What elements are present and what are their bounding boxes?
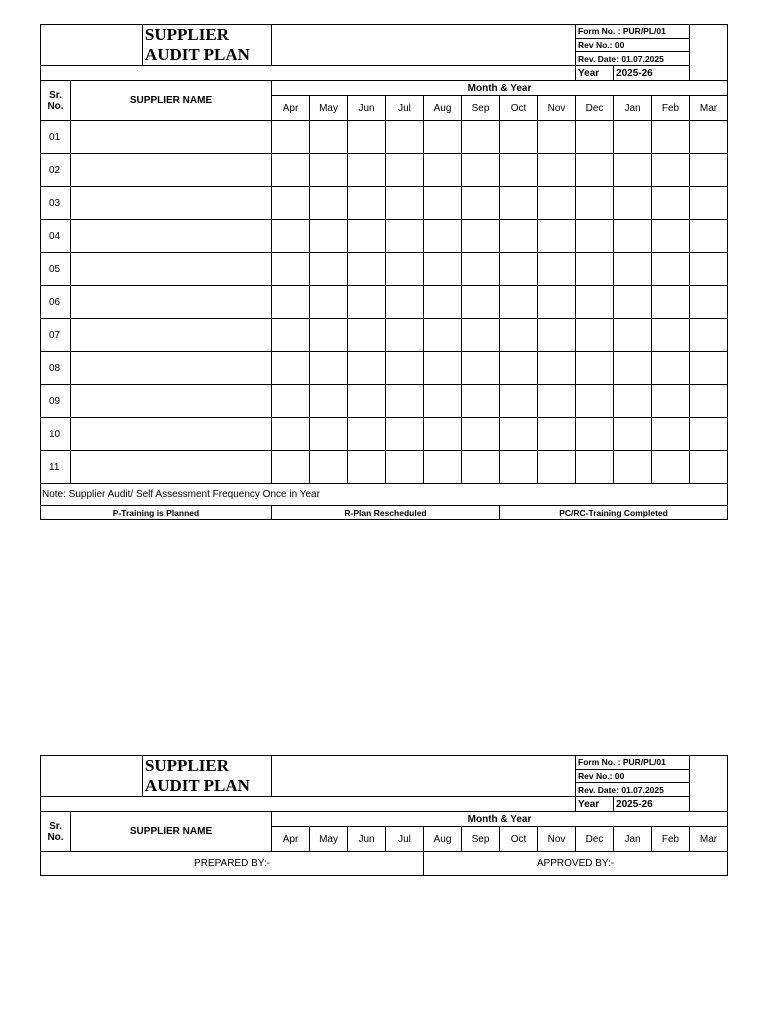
plan-cell-sep[interactable] bbox=[462, 319, 500, 352]
month-dec: Dec bbox=[576, 96, 614, 121]
month-mar: Mar bbox=[690, 827, 728, 852]
plan-cell-nov[interactable] bbox=[538, 187, 576, 220]
rev-date: Rev. Date: 01.07.2025 bbox=[576, 783, 690, 797]
month-feb: Feb bbox=[652, 96, 690, 121]
table-row bbox=[41, 154, 728, 187]
supplier-name-header: SUPPLIER NAME bbox=[71, 812, 272, 852]
plan-cell-feb[interactable] bbox=[652, 418, 690, 451]
legend-completed: PC/RC-Training Completed bbox=[500, 506, 728, 520]
sr-no-cell: 01 bbox=[41, 121, 71, 154]
plan-cell-apr[interactable] bbox=[272, 319, 310, 352]
supplier-name-cell[interactable] bbox=[71, 286, 272, 319]
plan-cell-jul[interactable] bbox=[386, 121, 424, 154]
plan-cell-dec[interactable] bbox=[576, 385, 614, 418]
table-row bbox=[41, 418, 728, 451]
form-title: SUPPLIER AUDIT PLAN bbox=[144, 25, 250, 64]
plan-cell-jul[interactable] bbox=[386, 319, 424, 352]
plan-cell-feb[interactable] bbox=[652, 121, 690, 154]
plan-cell-mar[interactable] bbox=[690, 154, 728, 187]
plan-cell-feb[interactable] bbox=[652, 154, 690, 187]
supplier-name-cell[interactable] bbox=[71, 187, 272, 220]
form-no: Form No. : PUR/PL/01 bbox=[576, 25, 690, 39]
blank-row bbox=[41, 66, 576, 81]
plan-cell-dec[interactable] bbox=[576, 319, 614, 352]
table-row bbox=[41, 319, 728, 352]
plan-cell-aug[interactable] bbox=[424, 121, 462, 154]
plan-cell-feb[interactable] bbox=[652, 451, 690, 484]
month-may: May bbox=[310, 827, 348, 852]
plan-cell-jun[interactable] bbox=[348, 220, 386, 253]
plan-cell-aug[interactable] bbox=[424, 418, 462, 451]
year-label: Year bbox=[576, 66, 614, 81]
plan-cell-jun[interactable] bbox=[348, 253, 386, 286]
plan-cell-apr[interactable] bbox=[272, 220, 310, 253]
plan-cell-oct[interactable] bbox=[500, 286, 538, 319]
plan-cell-aug[interactable] bbox=[424, 154, 462, 187]
plan-cell-dec[interactable] bbox=[576, 352, 614, 385]
month-oct: Oct bbox=[500, 96, 538, 121]
plan-cell-jan[interactable] bbox=[614, 253, 652, 286]
sr-no-cell: 11 bbox=[41, 451, 71, 484]
month-year-header: Month & Year bbox=[272, 812, 728, 827]
plan-cell-jul[interactable] bbox=[386, 352, 424, 385]
plan-cell-jan[interactable] bbox=[614, 121, 652, 154]
plan-cell-mar[interactable] bbox=[690, 385, 728, 418]
plan-cell-nov[interactable] bbox=[538, 319, 576, 352]
plan-cell-sep[interactable] bbox=[462, 154, 500, 187]
plan-cell-may[interactable] bbox=[310, 352, 348, 385]
form-title: SUPPLIER AUDIT PLAN bbox=[144, 756, 250, 795]
plan-cell-sep[interactable] bbox=[462, 220, 500, 253]
rev-date: Rev. Date: 01.07.2025 bbox=[576, 52, 690, 66]
table-row bbox=[41, 286, 728, 319]
sr-no-cell: 07 bbox=[41, 319, 71, 352]
plan-cell-feb[interactable] bbox=[652, 352, 690, 385]
supplier-name-cell[interactable] bbox=[71, 451, 272, 484]
plan-cell-nov[interactable] bbox=[538, 352, 576, 385]
month-feb: Feb bbox=[652, 827, 690, 852]
supplier-name-cell[interactable] bbox=[71, 253, 272, 286]
year-label: Year bbox=[576, 797, 614, 812]
plan-cell-feb[interactable] bbox=[652, 385, 690, 418]
sr-no-cell: 06 bbox=[41, 286, 71, 319]
blank-row bbox=[41, 797, 576, 812]
plan-cell-jan[interactable] bbox=[614, 187, 652, 220]
month-apr: Apr bbox=[272, 96, 310, 121]
plan-cell-sep[interactable] bbox=[462, 253, 500, 286]
plan-cell-may[interactable] bbox=[310, 451, 348, 484]
plan-cell-apr[interactable] bbox=[272, 418, 310, 451]
month-sep: Sep bbox=[462, 827, 500, 852]
year-value: 2025-26 bbox=[614, 797, 690, 812]
plan-cell-apr[interactable] bbox=[272, 451, 310, 484]
plan-cell-may[interactable] bbox=[310, 253, 348, 286]
month-may: May bbox=[310, 96, 348, 121]
supplier-name-cell[interactable] bbox=[71, 385, 272, 418]
plan-cell-oct[interactable] bbox=[500, 220, 538, 253]
plan-cell-jun[interactable] bbox=[348, 319, 386, 352]
approved-by: APPROVED BY:- bbox=[424, 852, 728, 876]
sr-no-cell: 09 bbox=[41, 385, 71, 418]
sr-no-cell: 02 bbox=[41, 154, 71, 187]
plan-cell-oct[interactable] bbox=[500, 451, 538, 484]
legend-planned: P-Training is Planned bbox=[41, 506, 272, 520]
table-row bbox=[41, 385, 728, 418]
plan-cell-mar[interactable] bbox=[690, 220, 728, 253]
plan-cell-dec[interactable] bbox=[576, 253, 614, 286]
plan-cell-apr[interactable] bbox=[272, 253, 310, 286]
plan-cell-dec[interactable] bbox=[576, 418, 614, 451]
plan-cell-apr[interactable] bbox=[272, 286, 310, 319]
plan-cell-aug[interactable] bbox=[424, 319, 462, 352]
plan-cell-nov[interactable] bbox=[538, 451, 576, 484]
plan-cell-oct[interactable] bbox=[500, 154, 538, 187]
sr-no-cell: 08 bbox=[41, 352, 71, 385]
plan-cell-oct[interactable] bbox=[500, 352, 538, 385]
plan-cell-dec[interactable] bbox=[576, 451, 614, 484]
supplier-name-cell[interactable] bbox=[71, 418, 272, 451]
title-cell bbox=[41, 756, 272, 797]
table-row bbox=[41, 220, 728, 253]
plan-cell-dec[interactable] bbox=[576, 286, 614, 319]
plan-cell-sep[interactable] bbox=[462, 418, 500, 451]
plan-cell-may[interactable] bbox=[310, 319, 348, 352]
plan-cell-may[interactable] bbox=[310, 418, 348, 451]
plan-cell-mar[interactable] bbox=[690, 121, 728, 154]
plan-cell-dec[interactable] bbox=[576, 187, 614, 220]
plan-cell-nov[interactable] bbox=[538, 220, 576, 253]
supplier-name-cell[interactable] bbox=[71, 319, 272, 352]
audit-plan-table-continued bbox=[40, 755, 728, 876]
plan-cell-oct[interactable] bbox=[500, 385, 538, 418]
month-sep: Sep bbox=[462, 96, 500, 121]
plan-cell-nov[interactable] bbox=[538, 418, 576, 451]
plan-cell-oct[interactable] bbox=[500, 319, 538, 352]
plan-cell-jul[interactable] bbox=[386, 220, 424, 253]
table-row bbox=[41, 187, 728, 220]
plan-cell-feb[interactable] bbox=[652, 220, 690, 253]
plan-cell-jul[interactable] bbox=[386, 418, 424, 451]
month-mar: Mar bbox=[690, 96, 728, 121]
plan-cell-feb[interactable] bbox=[652, 319, 690, 352]
plan-cell-dec[interactable] bbox=[576, 121, 614, 154]
plan-cell-oct[interactable] bbox=[500, 418, 538, 451]
plan-cell-mar[interactable] bbox=[690, 319, 728, 352]
plan-cell-jun[interactable] bbox=[348, 385, 386, 418]
plan-cell-may[interactable] bbox=[310, 385, 348, 418]
rev-no: Rev No.: 00 bbox=[576, 38, 690, 52]
plan-cell-apr[interactable] bbox=[272, 187, 310, 220]
plan-cell-jun[interactable] bbox=[348, 451, 386, 484]
plan-cell-jun[interactable] bbox=[348, 187, 386, 220]
plan-cell-mar[interactable] bbox=[690, 253, 728, 286]
plan-cell-jun[interactable] bbox=[348, 286, 386, 319]
plan-cell-may[interactable] bbox=[310, 121, 348, 154]
plan-cell-may[interactable] bbox=[310, 154, 348, 187]
plan-cell-aug[interactable] bbox=[424, 385, 462, 418]
plan-cell-jun[interactable] bbox=[348, 121, 386, 154]
supplier-name-cell[interactable] bbox=[71, 352, 272, 385]
plan-cell-sep[interactable] bbox=[462, 385, 500, 418]
plan-cell-apr[interactable] bbox=[272, 385, 310, 418]
plan-cell-may[interactable] bbox=[310, 286, 348, 319]
plan-cell-oct[interactable] bbox=[500, 253, 538, 286]
plan-cell-jan[interactable] bbox=[614, 352, 652, 385]
plan-cell-mar[interactable] bbox=[690, 286, 728, 319]
month-jun: Jun bbox=[348, 96, 386, 121]
plan-cell-aug[interactable] bbox=[424, 253, 462, 286]
plan-cell-mar[interactable] bbox=[690, 187, 728, 220]
title-cell bbox=[41, 25, 272, 66]
plan-cell-apr[interactable] bbox=[272, 154, 310, 187]
month-aug: Aug bbox=[424, 96, 462, 121]
month-jan: Jan bbox=[614, 96, 652, 121]
plan-cell-apr[interactable] bbox=[272, 352, 310, 385]
month-jun: Jun bbox=[348, 827, 386, 852]
month-apr: Apr bbox=[272, 827, 310, 852]
title-blank bbox=[272, 25, 576, 66]
supplier-name-cell[interactable] bbox=[71, 154, 272, 187]
supplier-name-cell[interactable] bbox=[71, 121, 272, 154]
rev-no: Rev No.: 00 bbox=[576, 769, 690, 783]
form-no: Form No. : PUR/PL/01 bbox=[576, 756, 690, 770]
year-value: 2025-26 bbox=[614, 66, 690, 81]
legend-rescheduled: R-Plan Rescheduled bbox=[272, 506, 500, 520]
plan-cell-jul[interactable] bbox=[386, 154, 424, 187]
table-row bbox=[41, 121, 728, 154]
sr-no-cell: 10 bbox=[41, 418, 71, 451]
plan-cell-jul[interactable] bbox=[386, 385, 424, 418]
plan-cell-jan[interactable] bbox=[614, 154, 652, 187]
plan-cell-jul[interactable] bbox=[386, 286, 424, 319]
supplier-name-header: SUPPLIER NAME bbox=[71, 81, 272, 121]
month-jul: Jul bbox=[386, 827, 424, 852]
plan-cell-feb[interactable] bbox=[652, 187, 690, 220]
plan-cell-jun[interactable] bbox=[348, 418, 386, 451]
plan-cell-sep[interactable] bbox=[462, 121, 500, 154]
plan-cell-may[interactable] bbox=[310, 220, 348, 253]
month-jul: Jul bbox=[386, 96, 424, 121]
month-nov: Nov bbox=[538, 827, 576, 852]
month-nov: Nov bbox=[538, 96, 576, 121]
plan-cell-nov[interactable] bbox=[538, 253, 576, 286]
plan-cell-mar[interactable] bbox=[690, 352, 728, 385]
sr-no-header: Sr. No. bbox=[41, 812, 71, 852]
audit-plan-table bbox=[40, 24, 728, 520]
note: Note: Supplier Audit/ Self Assessment Frequency Once in Year bbox=[41, 484, 728, 506]
month-dec: Dec bbox=[576, 827, 614, 852]
plan-cell-aug[interactable] bbox=[424, 220, 462, 253]
plan-cell-nov[interactable] bbox=[538, 154, 576, 187]
plan-cell-aug[interactable] bbox=[424, 187, 462, 220]
plan-cell-jun[interactable] bbox=[348, 352, 386, 385]
plan-cell-feb[interactable] bbox=[652, 253, 690, 286]
plan-cell-mar[interactable] bbox=[690, 418, 728, 451]
sr-no-cell: 04 bbox=[41, 220, 71, 253]
plan-cell-jan[interactable] bbox=[614, 385, 652, 418]
plan-cell-jun[interactable] bbox=[348, 154, 386, 187]
plan-cell-sep[interactable] bbox=[462, 286, 500, 319]
plan-cell-nov[interactable] bbox=[538, 385, 576, 418]
month-oct: Oct bbox=[500, 827, 538, 852]
plan-cell-jan[interactable] bbox=[614, 451, 652, 484]
plan-cell-aug[interactable] bbox=[424, 352, 462, 385]
prepared-by: PREPARED BY:- bbox=[41, 852, 424, 876]
table-row bbox=[41, 451, 728, 484]
month-year-header: Month & Year bbox=[272, 81, 728, 96]
month-aug: Aug bbox=[424, 827, 462, 852]
plan-cell-aug[interactable] bbox=[424, 286, 462, 319]
supplier-name-cell[interactable] bbox=[71, 220, 272, 253]
plan-cell-nov[interactable] bbox=[538, 286, 576, 319]
plan-cell-jul[interactable] bbox=[386, 451, 424, 484]
plan-cell-mar[interactable] bbox=[690, 451, 728, 484]
plan-cell-aug[interactable] bbox=[424, 451, 462, 484]
title-blank bbox=[272, 756, 576, 797]
plan-cell-oct[interactable] bbox=[500, 187, 538, 220]
plan-cell-sep[interactable] bbox=[462, 352, 500, 385]
plan-cell-may[interactable] bbox=[310, 187, 348, 220]
sr-no-cell: 03 bbox=[41, 187, 71, 220]
table-row bbox=[41, 352, 728, 385]
table-row bbox=[41, 253, 728, 286]
plan-cell-jul[interactable] bbox=[386, 187, 424, 220]
plan-cell-jan[interactable] bbox=[614, 286, 652, 319]
sr-no-header: Sr. No. bbox=[41, 81, 71, 121]
plan-cell-nov[interactable] bbox=[538, 121, 576, 154]
plan-cell-jan[interactable] bbox=[614, 418, 652, 451]
plan-cell-apr[interactable] bbox=[272, 121, 310, 154]
plan-cell-jan[interactable] bbox=[614, 319, 652, 352]
plan-cell-jan[interactable] bbox=[614, 220, 652, 253]
plan-cell-sep[interactable] bbox=[462, 187, 500, 220]
plan-cell-oct[interactable] bbox=[500, 121, 538, 154]
plan-cell-dec[interactable] bbox=[576, 220, 614, 253]
plan-cell-dec[interactable] bbox=[576, 154, 614, 187]
month-jan: Jan bbox=[614, 827, 652, 852]
plan-cell-feb[interactable] bbox=[652, 286, 690, 319]
sr-no-cell: 05 bbox=[41, 253, 71, 286]
plan-cell-sep[interactable] bbox=[462, 451, 500, 484]
plan-cell-jul[interactable] bbox=[386, 253, 424, 286]
